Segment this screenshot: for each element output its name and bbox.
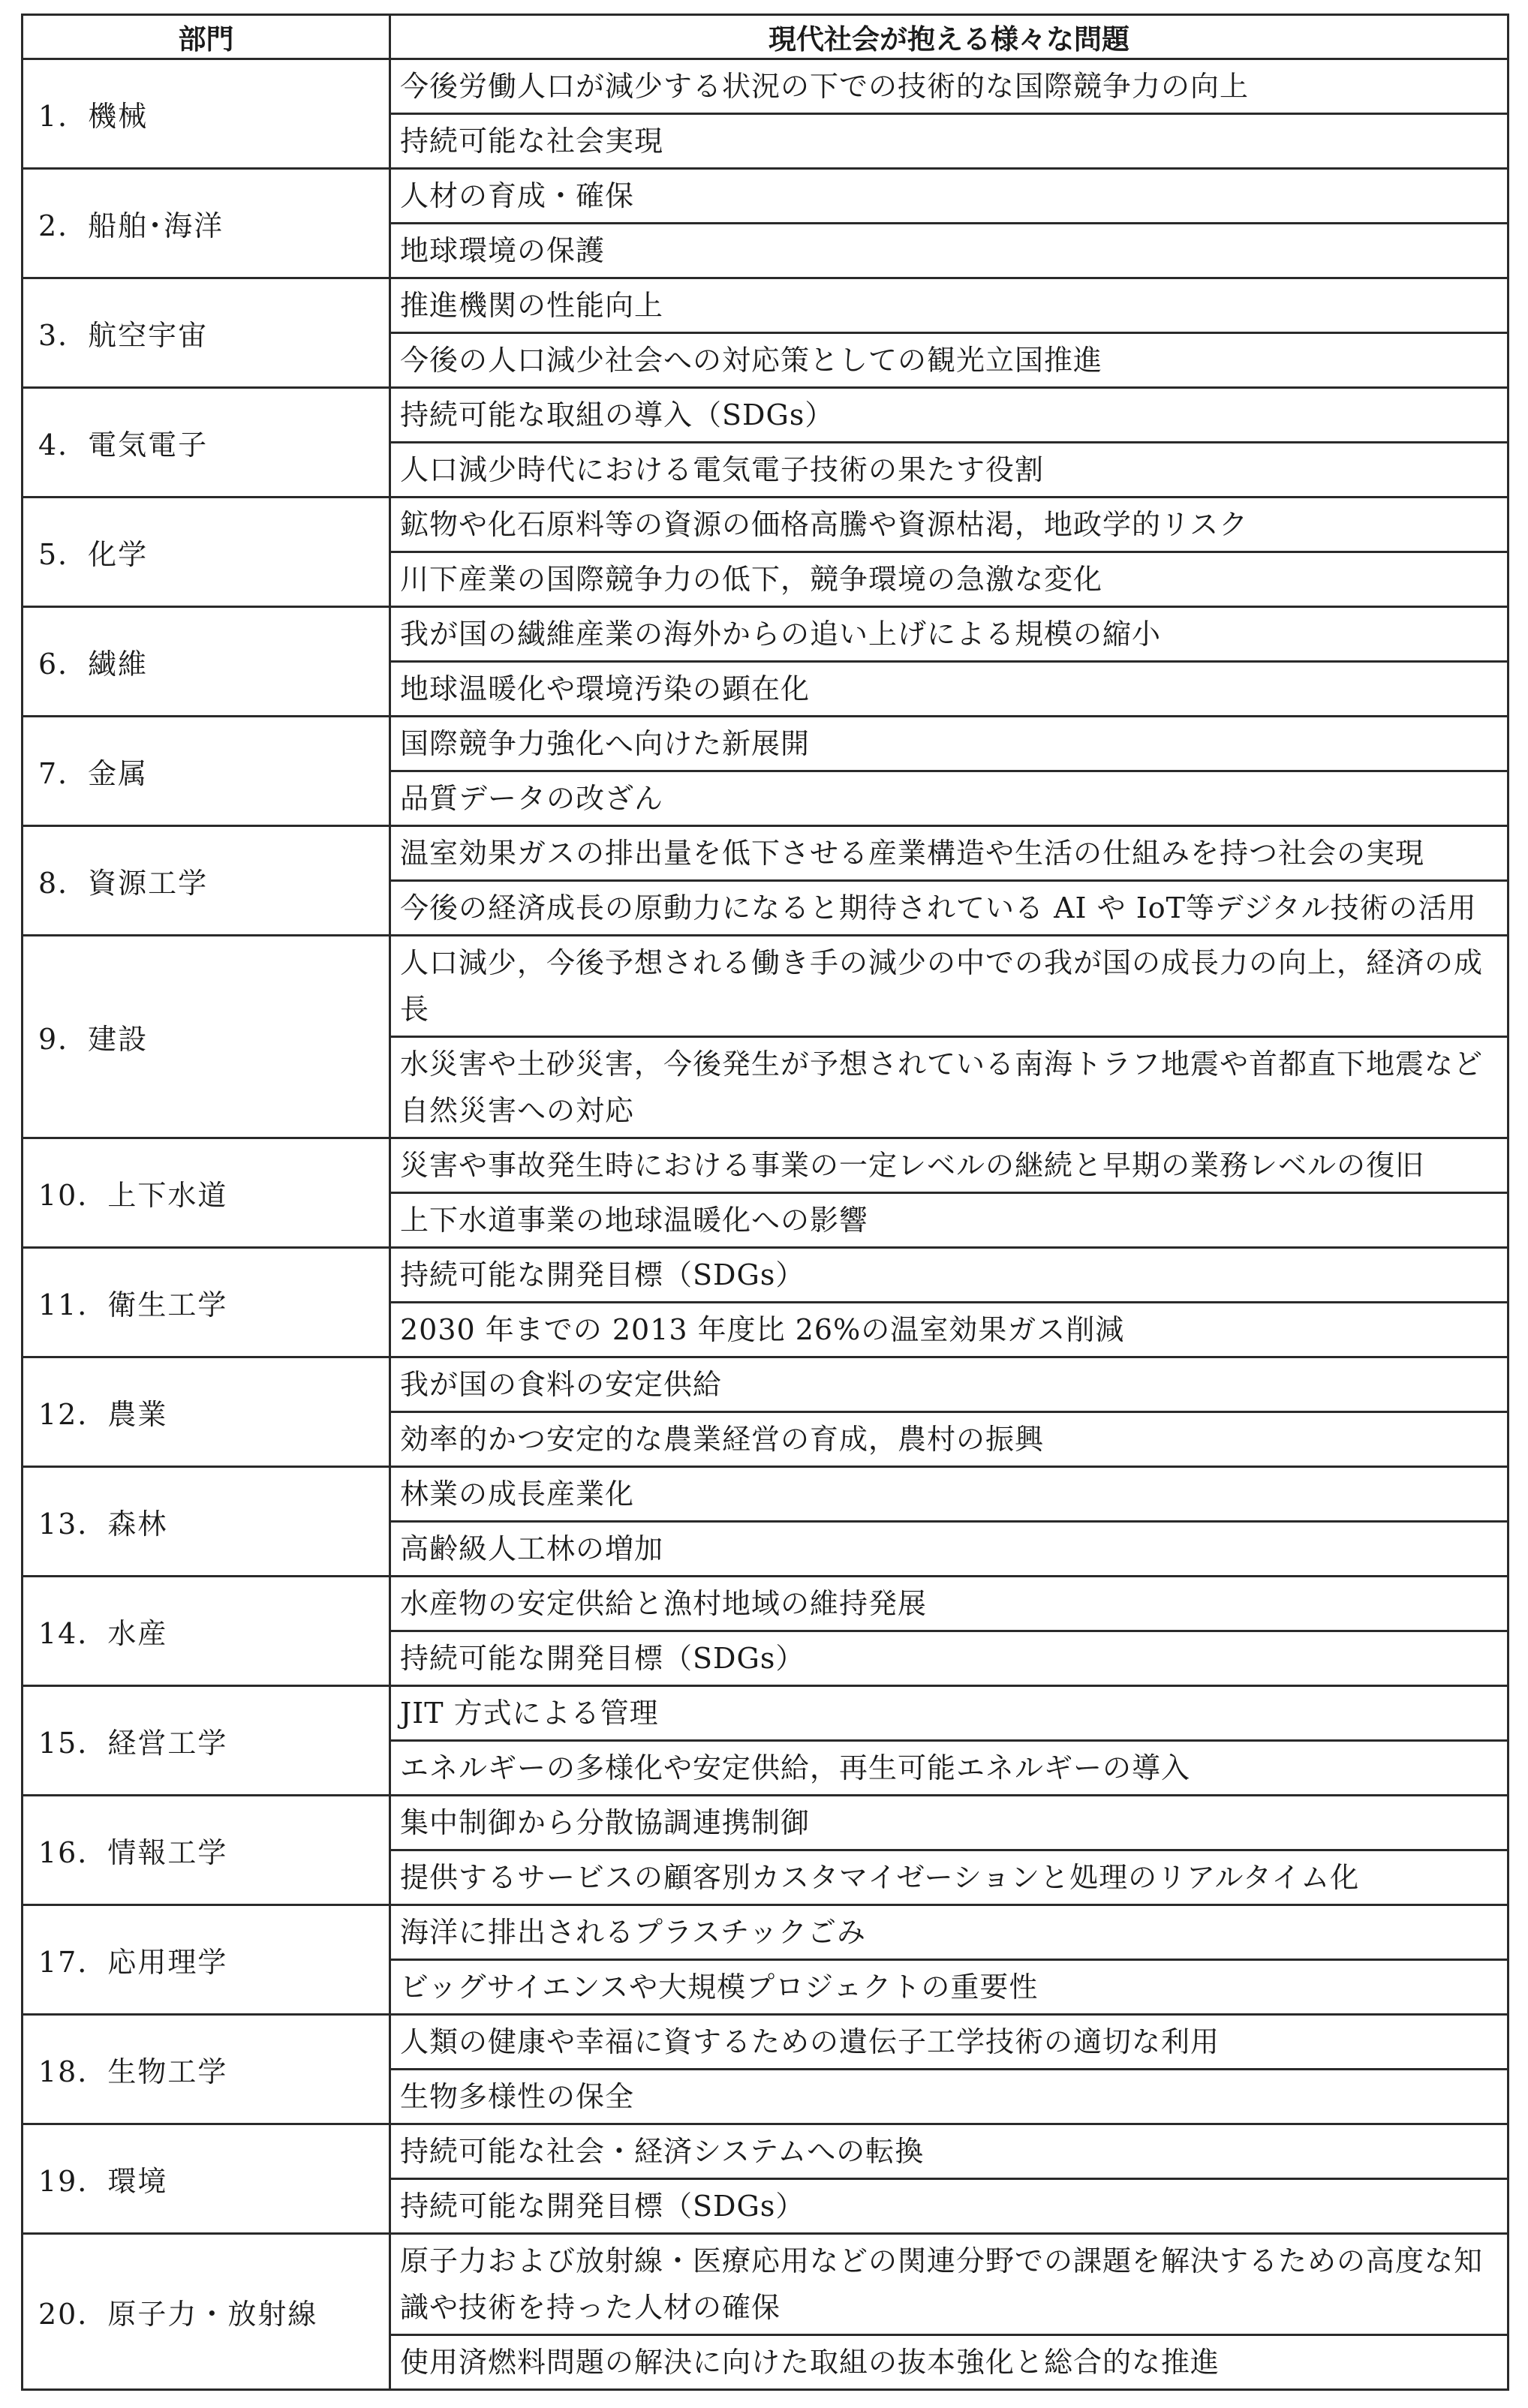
issue-cell: 人材の育成・確保 bbox=[390, 169, 1508, 224]
table-row bbox=[23, 1905, 1508, 1960]
issues-document bbox=[21, 14, 1507, 2391]
dept-cell: 19．環境 bbox=[23, 2124, 390, 2234]
header-issues: 現代社会が抱える様々な問題 bbox=[390, 15, 1508, 59]
table-row bbox=[23, 278, 1508, 333]
dept-cell: 5．化学 bbox=[23, 498, 390, 607]
table-row bbox=[23, 169, 1508, 224]
issue-cell: 上下水道事業の地球温暖化への影響 bbox=[390, 1193, 1508, 1248]
table-row bbox=[23, 1248, 1508, 1303]
issue-cell: 我が国の食料の安定供給 bbox=[390, 1357, 1508, 1412]
dept-cell: 1．機械 bbox=[23, 59, 390, 169]
issue-cell: 鉱物や化石原料等の資源の価格高騰や資源枯渇，地政学的リスク bbox=[390, 498, 1508, 552]
table-row bbox=[23, 936, 1508, 1037]
table-row bbox=[23, 717, 1508, 771]
issue-cell: 効率的かつ安定的な農業経営の育成，農村の振興 bbox=[390, 1412, 1508, 1467]
issue-cell: 2030 年までの 2013 年度比 26%の温室効果ガス削減 bbox=[390, 1303, 1508, 1357]
issue-cell: 生物多様性の保全 bbox=[390, 2070, 1508, 2124]
issue-cell: 品質データの改ざん bbox=[390, 771, 1508, 826]
table-header-row bbox=[23, 15, 1508, 59]
issue-cell: 地球温暖化や環境汚染の顕在化 bbox=[390, 662, 1508, 717]
dept-cell: 10．上下水道 bbox=[23, 1138, 390, 1248]
header-dept: 部門 bbox=[23, 15, 390, 59]
dept-cell: 18．生物工学 bbox=[23, 2015, 390, 2124]
table-row bbox=[23, 607, 1508, 662]
issue-cell: 高齢級人工林の増加 bbox=[390, 1522, 1508, 1577]
table-row bbox=[23, 2234, 1508, 2335]
issue-cell: 持続可能な社会実現 bbox=[390, 114, 1508, 169]
issue-cell: 今後の経済成長の原動力になると期待されている AI や IoT等デジタル技術の活用 bbox=[390, 881, 1508, 936]
issue-cell: 災害や事故発生時における事業の一定レベルの継続と早期の業務レベルの復旧 bbox=[390, 1138, 1508, 1193]
table-row bbox=[23, 388, 1508, 443]
dept-cell: 6．繊維 bbox=[23, 607, 390, 717]
issue-cell: 海洋に排出されるプラスチックごみ bbox=[390, 1905, 1508, 1960]
dept-cell: 7．金属 bbox=[23, 717, 390, 826]
dept-cell: 11．衛生工学 bbox=[23, 1248, 390, 1357]
dept-cell: 2．船舶･海洋 bbox=[23, 169, 390, 278]
dept-cell: 16．情報工学 bbox=[23, 1796, 390, 1905]
issue-cell: 持続可能な開発目標（SDGs） bbox=[390, 1631, 1508, 1686]
table-row bbox=[23, 498, 1508, 552]
issue-cell: 人口減少，今後予想される働き手の減少の中での我が国の成長力の向上，経済の成長 bbox=[390, 936, 1508, 1037]
issue-cell: 持続可能な開発目標（SDGs） bbox=[390, 1248, 1508, 1303]
issue-cell: 今後労働人口が減少する状況の下での技術的な国際競争力の向上 bbox=[390, 59, 1508, 114]
dept-cell: 9．建設 bbox=[23, 936, 390, 1138]
issue-cell: 持続可能な開発目標（SDGs） bbox=[390, 2179, 1508, 2234]
table-row bbox=[23, 1467, 1508, 1522]
dept-cell: 12．農業 bbox=[23, 1357, 390, 1467]
issue-cell: 人類の健康や幸福に資するための遺伝子工学技術の適切な利用 bbox=[390, 2015, 1508, 2070]
dept-cell: 13．森林 bbox=[23, 1467, 390, 1577]
table-row bbox=[23, 826, 1508, 881]
dept-cell: 17．応用理学 bbox=[23, 1905, 390, 2015]
issue-cell: 人口減少時代における電気電子技術の果たす役割 bbox=[390, 443, 1508, 498]
issue-cell: 使用済燃料問題の解決に向けた取組の抜本強化と総合的な推進 bbox=[390, 2335, 1508, 2390]
table-row bbox=[23, 1796, 1508, 1850]
table-body bbox=[23, 59, 1508, 2390]
issue-cell: 国際競争力強化へ向けた新展開 bbox=[390, 717, 1508, 771]
dept-cell: 3．航空宇宙 bbox=[23, 278, 390, 388]
dept-cell: 4．電気電子 bbox=[23, 388, 390, 498]
issue-cell: 川下産業の国際競争力の低下，競争環境の急激な変化 bbox=[390, 552, 1508, 607]
table-row bbox=[23, 2124, 1508, 2179]
issue-cell: 今後の人口減少社会への対応策としての観光立国推進 bbox=[390, 333, 1508, 388]
issue-cell: 林業の成長産業化 bbox=[390, 1467, 1508, 1522]
issues-table bbox=[21, 14, 1509, 2391]
issue-cell: 持続可能な取組の導入（SDGs） bbox=[390, 388, 1508, 443]
dept-cell: 8．資源工学 bbox=[23, 826, 390, 936]
table-row bbox=[23, 59, 1508, 114]
issue-cell: 原子力および放射線・医療応用などの関連分野での課題を解決するための高度な知識や技術を持った人材の確保 bbox=[390, 2234, 1508, 2335]
issue-cell: エネルギーの多様化や安定供給，再生可能エネルギーの導入 bbox=[390, 1741, 1508, 1796]
issue-cell: 集中制御から分散協調連携制御 bbox=[390, 1796, 1508, 1850]
table-row bbox=[23, 1357, 1508, 1412]
issue-cell: 持続可能な社会・経済システムへの転換 bbox=[390, 2124, 1508, 2179]
issue-cell: 水産物の安定供給と漁村地域の維持発展 bbox=[390, 1577, 1508, 1631]
issue-cell: 提供するサービスの顧客別カスタマイゼーションと処理のリアルタイム化 bbox=[390, 1850, 1508, 1905]
issue-cell: JIT 方式による管理 bbox=[390, 1686, 1508, 1741]
table-row bbox=[23, 1138, 1508, 1193]
table-row bbox=[23, 1686, 1508, 1741]
table-row bbox=[23, 2015, 1508, 2070]
issue-cell: 水災害や土砂災害，今後発生が予想されている南海トラフ地震や首都直下地震など自然災害への対応 bbox=[390, 1037, 1508, 1138]
table-row bbox=[23, 1577, 1508, 1631]
dept-cell: 15．経営工学 bbox=[23, 1686, 390, 1796]
dept-cell: 20．原子力・放射線 bbox=[23, 2234, 390, 2390]
issue-cell: 推進機関の性能向上 bbox=[390, 278, 1508, 333]
issue-cell: 地球環境の保護 bbox=[390, 224, 1508, 278]
dept-cell: 14．水産 bbox=[23, 1577, 390, 1686]
issue-cell: 我が国の繊維産業の海外からの追い上げによる規模の縮小 bbox=[390, 607, 1508, 662]
issue-cell: ビッグサイエンスや大規模プロジェクトの重要性 bbox=[390, 1960, 1508, 2015]
issue-cell: 温室効果ガスの排出量を低下させる産業構造や生活の仕組みを持つ社会の実現 bbox=[390, 826, 1508, 881]
